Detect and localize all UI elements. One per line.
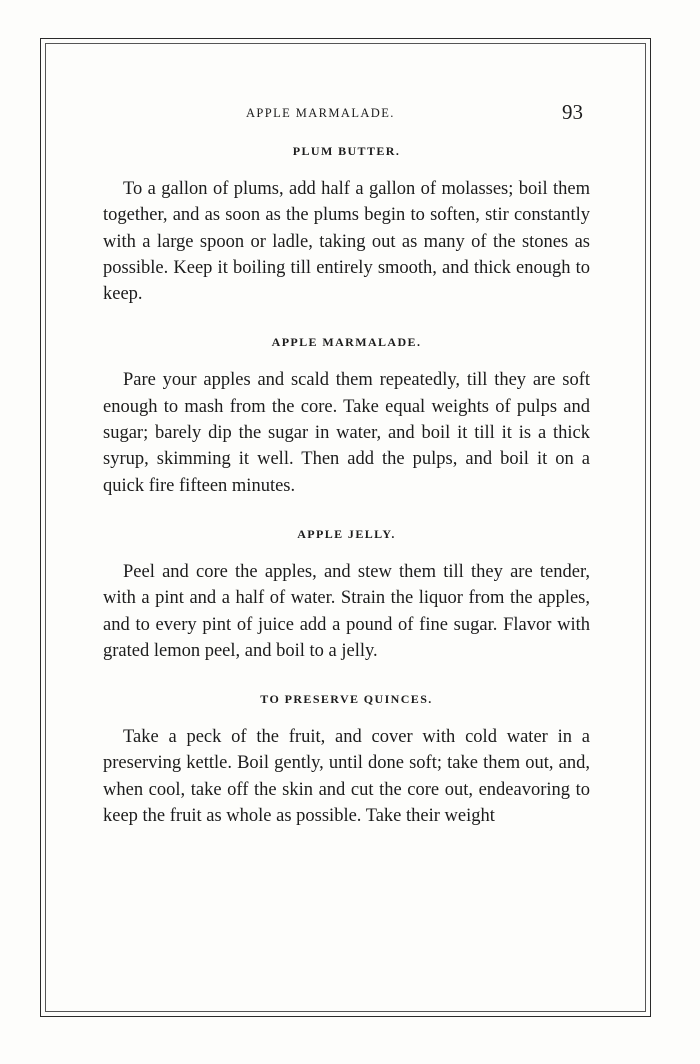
section-body-preserve-quinces: Take a peck of the fruit, and cover with cold water in a preserving kettle. Boil gently, until done soft; take them out, and, when cool, take off the skin and cut the core out, endeavoring to keep the fruit as whole as possible. Take their weight — [103, 727, 590, 827]
running-head — [0, 100, 700, 130]
section-heading-apple-marmalade: APPLE MARMALADE. — [271, 335, 422, 350]
page-content — [103, 140, 590, 829]
section-heading-plum-butter: PLUM BUTTER. — [292, 144, 401, 158]
section-body-apple-jelly: Peel and core the apples, and stew them till they are tender, with a pint and a half of water. Strain the liquor from the apples, and to every pint of juice add a pound of fine sugar. Flavor with grated lemon peel, and boil to a jelly. — [103, 561, 590, 661]
page-number: 93 — [562, 100, 583, 124]
section-heading-preserve-quinces: TO PRESERVE QUINCES. — [260, 692, 433, 707]
section-heading-apple-jelly: APPLE JELLY. — [297, 526, 396, 541]
running-title: APPLE MARMALADE. — [246, 106, 395, 120]
section-body-apple-marmalade: Pare your apples and scald them repeatedly, till they are soft enough to mash from the core. Take equal weights of pulps and sugar; barely dip the sugar in water, and boil it till it is a thick syrup, skimming it well. Then add the pulps, and boil it on a quick fire fifteen minutes. — [103, 370, 590, 496]
section-body-plum-butter: To a gallon of plums, add half a gallon of molasses; boil them together, and as soon as the plums begin to soften, stir constantly with a large spoon or ladle, taking out as many of the stones as possible. Keep it boiling till entirely smooth, and thick enough to keep. — [103, 179, 590, 305]
